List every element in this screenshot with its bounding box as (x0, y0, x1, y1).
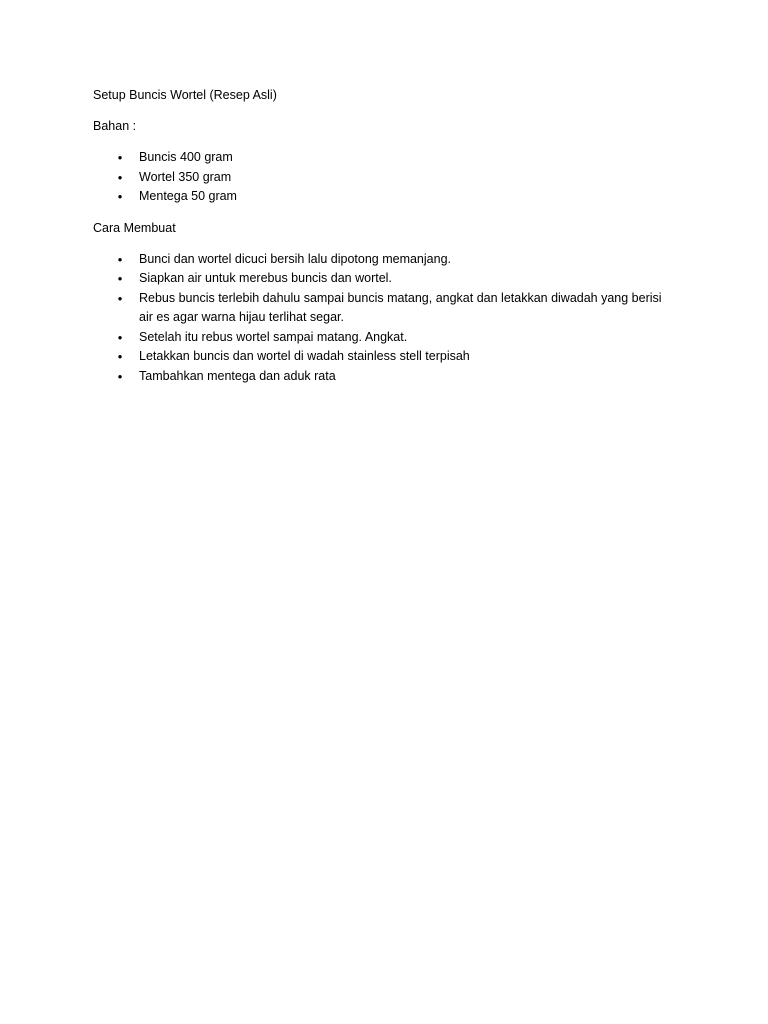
bahan-heading: Bahan : (93, 119, 137, 133)
list-item (93, 168, 673, 188)
list-item (93, 347, 673, 367)
bullet-icon: • (117, 368, 123, 384)
cara-list (93, 250, 673, 387)
bahan-item-text: Wortel 350 gram (139, 169, 232, 184)
list-item (93, 148, 673, 168)
list-item (93, 367, 673, 387)
bullet-icon: • (117, 349, 123, 364)
bullet-icon: • (117, 290, 123, 306)
bahan-item-text: Buncis 400 gram (139, 150, 233, 164)
bahan-list (93, 148, 673, 207)
list-item (93, 187, 673, 207)
bahan-item-text: Mentega 50 gram (139, 189, 237, 203)
bullet-icon: • (117, 271, 123, 286)
cara-item-text: Rebus buncis terlebih dahulu sampai buncis matang, angkat dan letakkan diwadah yang berisi air es agar warna hijau terlihat segar. (139, 290, 662, 324)
bullet-icon: • (117, 329, 123, 345)
cara-heading: Cara Membuat (93, 220, 176, 235)
document-title: Setup Buncis Wortel (Resep Asli) (93, 88, 277, 102)
list-item (93, 289, 673, 328)
cara-item-text: Tambahkan mentega dan aduk rata (139, 368, 336, 383)
bullet-icon: • (117, 189, 123, 204)
cara-item-text: Bunci dan wortel dicuci bersih lalu dipotong memanjang. (139, 251, 451, 266)
list-item (93, 269, 673, 289)
list-item (93, 250, 673, 270)
bullet-icon: • (117, 169, 123, 185)
document-page (93, 86, 673, 386)
list-item (93, 328, 673, 348)
cara-item-text: Setelah itu rebus wortel sampai matang. Angkat. (139, 329, 408, 344)
bullet-icon: • (117, 251, 123, 267)
cara-item-text: Siapkan air untuk merebus buncis dan wortel. (139, 271, 392, 285)
cara-item-text: Letakkan buncis dan wortel di wadah stainless stell terpisah (139, 349, 470, 363)
bullet-icon: • (117, 150, 123, 165)
